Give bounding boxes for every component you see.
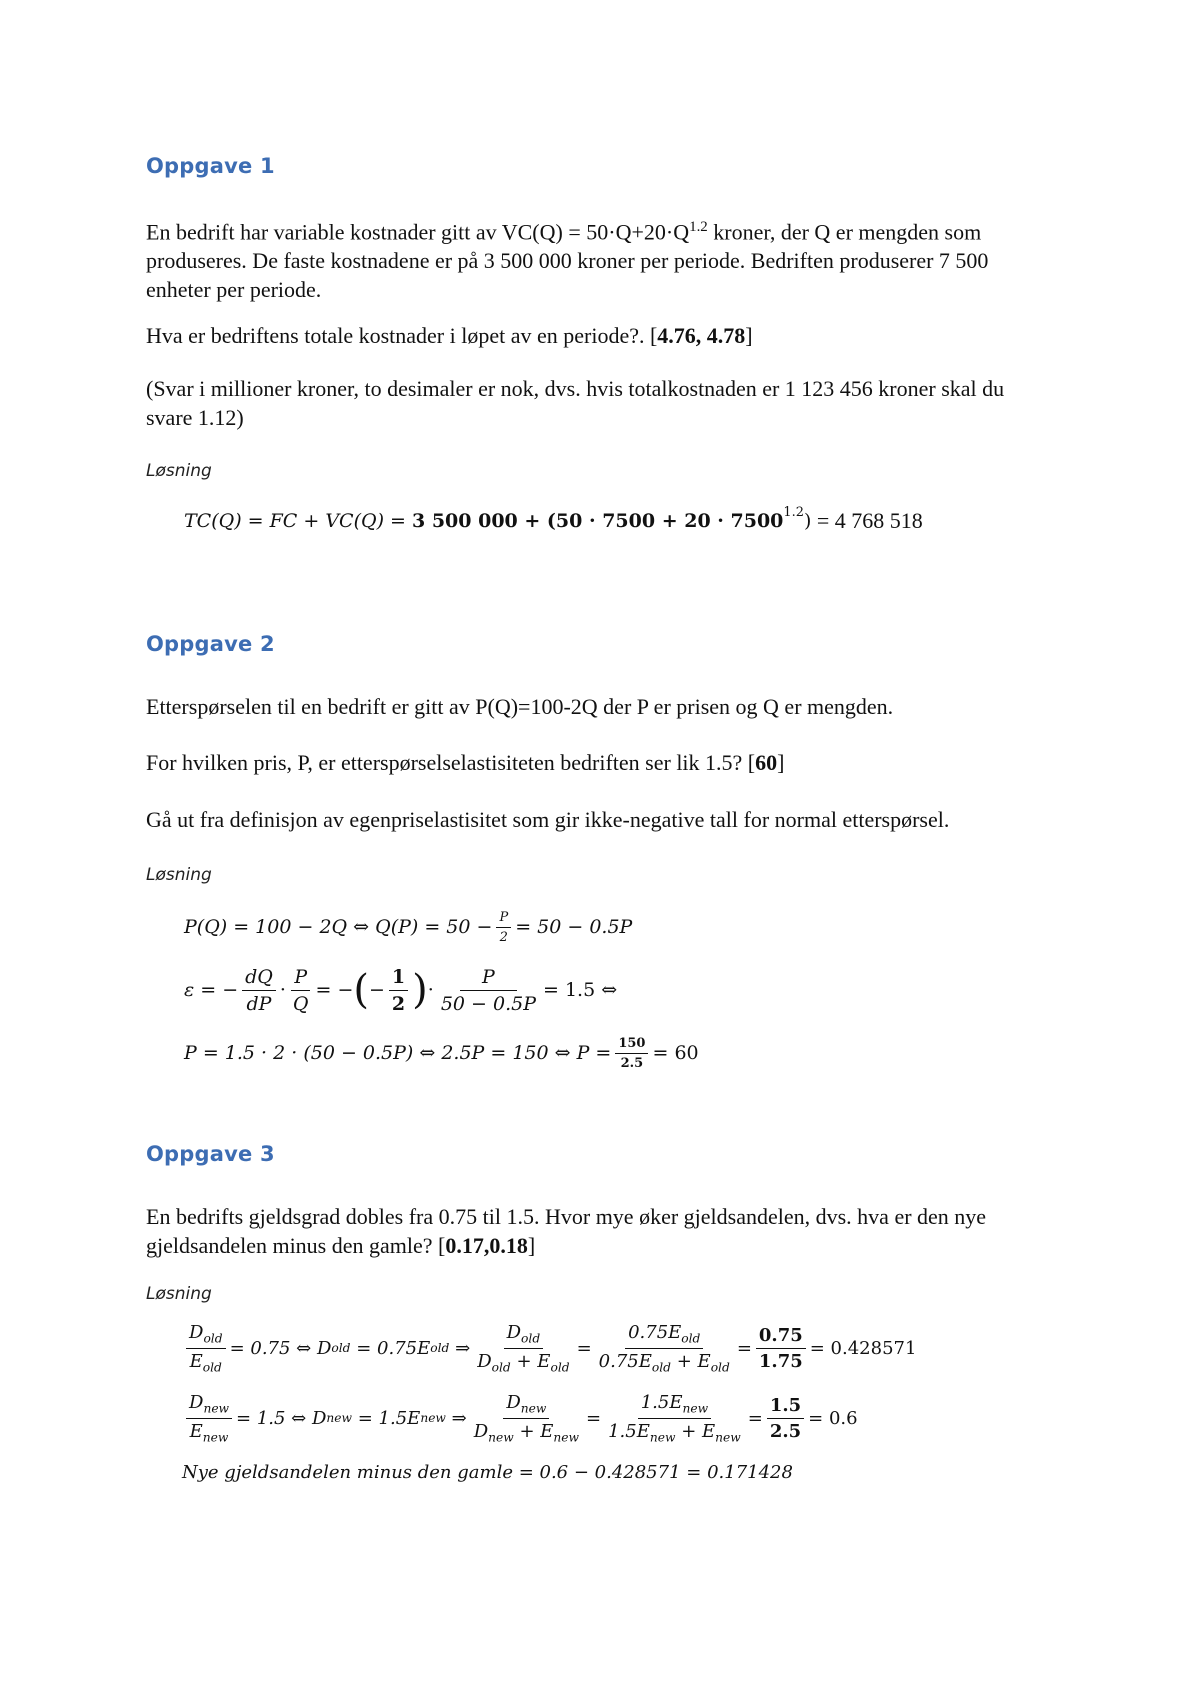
task3-eqA-fraction-1 xyxy=(186,1322,226,1374)
task3-eqB-eq-2: = xyxy=(747,1407,763,1429)
task3-eqA-f1-den-sub: old xyxy=(202,1360,222,1375)
task3-eqA-f3-num-a: 0.75E xyxy=(628,1321,682,1343)
task3-eqB-f4-num: 1.5 xyxy=(767,1395,804,1419)
task3-eqA-f1-num-sub: old xyxy=(203,1331,223,1346)
task3-eqA-f3-num-sub: old xyxy=(681,1331,701,1346)
task3-eqB-f2-num-sub: new xyxy=(520,1401,547,1416)
task1-q-b: ] xyxy=(745,323,753,348)
task3-eqB-f3-num xyxy=(638,1392,711,1419)
task1-eq-lhs: TC(Q) = FC + VC(Q) = xyxy=(184,510,412,532)
task3-final-text: Nye gjeldsandelen minus den gamle = 0.6 − 0.428571 = 0.171428 xyxy=(182,1462,793,1483)
task2-eq2-f3-num: 1 xyxy=(389,966,408,991)
task2-eq2-c: = 1.5 ⇔ xyxy=(543,979,618,1001)
task3-eqB-f1-den: $E_{new}$ xyxy=(189,1420,229,1445)
task3-eqB-f3-num-sub: new xyxy=(682,1401,709,1416)
task3-eqA-f2-den-b: + E xyxy=(510,1350,551,1372)
task3-eqB-f2-num: $D_{new}$ xyxy=(503,1392,549,1419)
task3-eqA-f2-num-a: D xyxy=(506,1321,522,1343)
task1-p1-b: kroner, der Q er mengden som produseres. De faste kostnadene er på 3 500 000 kroner per periode. Bedriften produserer 7 500 enheter per periode. xyxy=(146,219,989,303)
task3-equation-new xyxy=(182,1388,1082,1448)
task2-eq2-fraction-3 xyxy=(389,966,408,1015)
task2-eq1-frac-num: P xyxy=(496,910,511,928)
task3-eqA-f3-num xyxy=(625,1322,703,1349)
task1-eq-fc: 3 500 000 xyxy=(412,510,518,532)
task1-eq-close: ) xyxy=(803,510,812,532)
task3-eqB-f2-den-sub2: new xyxy=(553,1430,580,1445)
task3-eqB-mid2: = 1.5E xyxy=(352,1407,421,1429)
task1-answer: 4.76, 4.78 xyxy=(657,323,746,348)
task2-eq2-f3-den: 2 xyxy=(391,992,406,1015)
task2-eq3-frac-den: 2.5 xyxy=(620,1055,644,1071)
task3-eqB-f1-num-sub: new xyxy=(203,1401,230,1416)
task3-eqA-fraction-2 xyxy=(474,1322,572,1374)
task1-question xyxy=(146,321,1046,350)
task2-eq2-f1-num: dQ xyxy=(242,966,276,991)
task3-answer: 0.17,0.18 xyxy=(445,1233,528,1258)
task3-eqB-mid2-sub: new xyxy=(420,1411,446,1425)
task2-eq3-fraction xyxy=(615,1036,648,1071)
task2-eq2-fraction-2 xyxy=(290,966,312,1015)
task1-heading: Oppgave 1 xyxy=(146,154,275,178)
task3-q-a: En bedrifts gjeldsgrad dobles fra 0.75 til 1.5. Hvor mye øker gjeldsandelen, dvs. hva er den nye gjeldsandelen minus den gamle? [ xyxy=(146,1204,987,1258)
task2-eq2-f2-den: Q xyxy=(292,992,309,1015)
task2-eq2-fraction-4 xyxy=(438,966,539,1015)
task2-eq2-a: ε = − xyxy=(184,979,239,1001)
task3-solution-label: Løsning xyxy=(146,1284,212,1304)
task1-eq-exponent: 1.2 xyxy=(783,504,804,520)
task2-solution-label: Løsning xyxy=(146,865,212,885)
task3-eqA-mid1-sub: old xyxy=(331,1341,351,1355)
task3-eqB-mid1-sub: new xyxy=(326,1411,353,1425)
task3-q-b: ] xyxy=(527,1233,536,1258)
task3-eqA-mid1: = 0.75 ⇔ D xyxy=(229,1337,332,1359)
task3-eqB-f3-den-a: 1.5E xyxy=(608,1420,650,1442)
task2-eq1-a: P(Q) = 100 − 2Q ⇔ Q(P) = 50 − xyxy=(184,916,493,938)
task2-eq2-f4-num: P xyxy=(460,966,517,991)
task1-p1-exponent: 1.2 xyxy=(689,219,708,235)
task2-eq2-dot: · xyxy=(279,979,286,1001)
task3-eqB-f2-den-sub1: new xyxy=(488,1430,514,1445)
task3-eqA-f2-den-a: D xyxy=(477,1350,492,1372)
task2-q-b: ] xyxy=(777,750,785,775)
task2-equation-1 xyxy=(184,904,1084,950)
task2-eq2-b: = − xyxy=(315,979,354,1001)
task3-eqA-f2-den xyxy=(474,1349,572,1375)
task2-eq1-frac-den: 2 xyxy=(499,929,508,945)
task1-p1-a: En bedrift har variable kostnader gitt av VC(Q) = 50·Q+20·Q xyxy=(146,219,690,245)
task2-heading: Oppgave 2 xyxy=(146,632,275,656)
task2-eq2-fraction-1 xyxy=(242,966,276,1015)
task3-eqA-result: = 0.428571 xyxy=(809,1337,917,1359)
task3-eqA-f3-den xyxy=(596,1349,733,1375)
task3-eqB-f1-num: $D_{new}$ xyxy=(186,1392,232,1419)
task3-eqA-f2-num xyxy=(504,1322,544,1349)
task2-eq3-frac-num: 150 xyxy=(615,1036,648,1054)
task3-eqA-fraction-4 xyxy=(756,1325,806,1372)
task1-equation xyxy=(184,504,1084,534)
task3-eqB-f3-den-b: + E xyxy=(675,1420,716,1442)
task3-eqB-f3-den-sub2: new xyxy=(715,1430,741,1445)
task1-q-a: Hva er bedriftens totale kostnader i løpet av en periode?. [ xyxy=(146,323,658,348)
task2-eq1-b: = 50 − 0.5P xyxy=(515,916,633,938)
task2-eq3-a: P = 1.5 · 2 · (50 − 0.5P) ⇔ 2.5P = 150 ⇔ P = xyxy=(184,1042,612,1064)
task2-eq2-f2-num: P xyxy=(291,966,310,991)
task1-eq-result: = 4 768 518 xyxy=(811,508,923,533)
task3-eqA-f2-den-sub2: old xyxy=(550,1360,570,1375)
task3-eqA-f1-den: $E_{old}$ xyxy=(189,1350,222,1375)
task3-question xyxy=(146,1202,1046,1260)
task3-eqB-fraction-2 xyxy=(471,1392,582,1444)
task3-eqA-f4-num: 0.75 xyxy=(756,1325,806,1349)
task2-question xyxy=(146,748,1046,777)
task2-paragraph-1: Etterspørselen til en bedrift er gitt av P(Q)=100-2Q der P er prisen og Q er mengden. xyxy=(146,694,894,719)
task3-eqA-f3-den-b: + E xyxy=(671,1350,711,1372)
task3-eqA-f3-den-a: 0.75E xyxy=(598,1350,652,1372)
task3-eqB-mid1: = 1.5 ⇔ D xyxy=(236,1407,327,1429)
task3-eqA-f2-den-sub1: old xyxy=(491,1360,511,1375)
task1-instructions: (Svar i millioner kroner, to desimaler er nok, dvs. hvis totalkostnaden er 1 123 456 kroner skal du svare 1.12) xyxy=(146,376,1005,430)
task3-eqB-fraction-1 xyxy=(186,1392,232,1444)
task3-eqB-f4-den: 2.5 xyxy=(769,1420,802,1442)
task3-heading: Oppgave 3 xyxy=(146,1142,275,1166)
task1-paragraph-1 xyxy=(146,213,1046,304)
task3-eqA-mid2-sub: old xyxy=(430,1341,450,1355)
task3-eqB-fraction-3 xyxy=(605,1392,744,1444)
task2-equation-3 xyxy=(184,1030,1084,1076)
task2-eq2-open-paren: ( xyxy=(353,967,369,1013)
task2-eq2-f4-den: 50 − 0.5P xyxy=(440,992,536,1015)
task3-eqA-f3-den-sub2: old xyxy=(710,1360,730,1375)
task2-q-a: For hvilken pris, P, er etterspørselselastisiteten bedriften ser lik 1.5? [ xyxy=(146,750,756,775)
task3-eqB-fraction-4 xyxy=(767,1395,804,1442)
task2-eq1-fraction xyxy=(496,910,511,945)
task3-eqA-eq-1: = xyxy=(576,1337,592,1359)
task3-eqB-f3-num-a: 1.5E xyxy=(640,1391,683,1413)
task3-eqB-arrow: ⇒ xyxy=(445,1407,467,1429)
task3-eqA-eq-2: = xyxy=(736,1337,752,1359)
task3-eqB-f1-den-sub: new xyxy=(202,1430,229,1445)
task3-eqA-f1-num: $D_{old}$ xyxy=(186,1322,226,1349)
task3-eqB-f3-den xyxy=(605,1419,744,1445)
task2-eq2-dot-2: · xyxy=(427,979,434,1001)
task3-eqA-arrow: ⇒ xyxy=(449,1337,471,1359)
task3-eqA-f4-den: 1.75 xyxy=(758,1350,803,1372)
task1-eq-mid: + (50 · 7500 + 20 · 7500 xyxy=(517,510,784,532)
task2-eq2-f1-den: dP xyxy=(246,992,272,1015)
task3-eqA-mid2: = 0.75E xyxy=(350,1337,431,1359)
task3-equation-old xyxy=(182,1318,1082,1378)
task2-equation-2 xyxy=(184,960,1084,1020)
task3-eqA-f2-num-sub: old xyxy=(521,1331,541,1346)
task2-eq3-b: = 60 xyxy=(652,1042,699,1064)
task2-answer: 60 xyxy=(755,750,778,775)
task3-eqB-f2-den: $D_{new} + E_{new}$ xyxy=(473,1420,580,1445)
task2-eq2-paren-inner: − xyxy=(369,979,385,1001)
task3-eqB-eq-1: = xyxy=(586,1407,602,1429)
task3-final-equation xyxy=(182,1462,1082,1483)
task3-eqB-result: = 0.6 xyxy=(808,1407,858,1429)
task3-eqA-fraction-3 xyxy=(596,1322,733,1374)
task3-eqB-f2-den-b: + E xyxy=(513,1420,554,1442)
task3-eqA-f3-den-sub1: old xyxy=(651,1360,672,1375)
task2-eq2-close-paren: ) xyxy=(412,967,428,1013)
task3-eqB-f3-den-sub1: new xyxy=(649,1430,676,1445)
task2-instructions: Gå ut fra definisjon av egenpriselastisitet som gir ikke-negative tall for normal etterspørsel. xyxy=(146,807,950,832)
task1-solution-label: Løsning xyxy=(146,461,212,481)
